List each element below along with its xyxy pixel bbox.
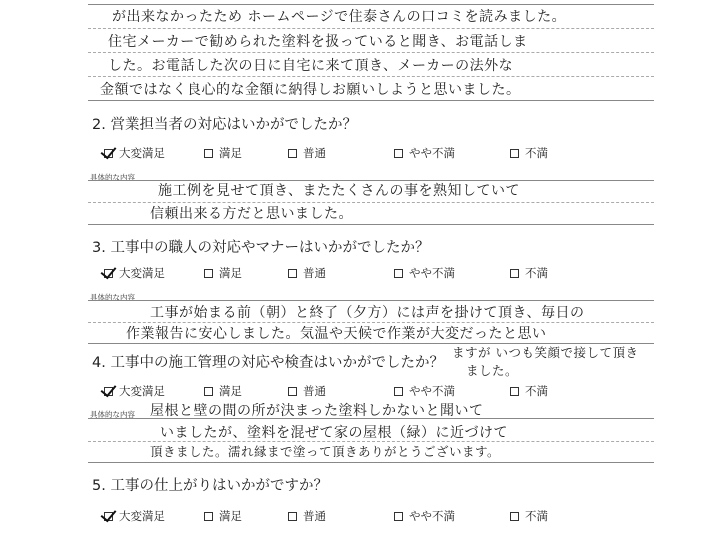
detail-label: 具体的な内容 [90,410,135,419]
question-2-title: 2. 営業担当者の対応はいかがでしたか？ [92,117,357,133]
option-slightly-dissatisfied[interactable]: やや不満 [394,508,455,524]
answer-rule [88,4,654,5]
checkbox[interactable] [288,387,297,396]
checkbox[interactable] [394,269,403,278]
checkbox-checked[interactable] [104,149,113,158]
option-slightly-dissatisfied[interactable]: やや不満 [394,145,455,161]
checkbox[interactable] [204,149,213,158]
answer-rule [88,300,654,301]
q2-answer-line-2: 信頼出来る方だと思いました。 [150,206,353,222]
q3-answer-line-1: 工事が始まる前（朝）と終了（夕方）には声を掛けて頂き、毎日の [150,305,585,321]
question-3-title: 3. 工事中の職人の対応やマナーはいかがでしたか？ [92,240,430,256]
question-5-options [104,508,664,526]
option-dissatisfied[interactable]: 不満 [510,145,548,161]
checkbox[interactable] [394,387,403,396]
q3-answer-line-3: ますが いつも笑顔で接して頂き [452,345,639,360]
detail-label: 具体的な内容 [90,173,135,182]
q3-answer-line-2: 作業報告に安心しました。気温や天候で作業が大変だったと思い [126,326,547,342]
checkbox[interactable] [288,269,297,278]
option-very-satisfied[interactable]: 大変満足 [104,145,165,161]
checkbox-checked[interactable] [104,512,113,521]
option-dissatisfied[interactable]: 不満 [510,508,548,524]
top-answer-line-1: が出来なかったため ホームページで住泰さんの口コミを読みました。 [112,9,567,25]
checkbox[interactable] [288,149,297,158]
q4-answer-line-1: 屋根と壁の間の所が決まった塗料しかないと聞いて [150,403,484,419]
checkbox[interactable] [510,269,519,278]
option-very-satisfied[interactable]: 大変満足 [104,508,165,524]
top-answer-line-2: 住宅メーカーで勧められた塗料を扱っていると聞き、お電話しま [108,34,528,50]
question-3-options [104,265,664,283]
checkbox-checked[interactable] [104,387,113,396]
option-very-satisfied[interactable]: 大変満足 [104,383,165,399]
checkbox[interactable] [204,387,213,396]
answer-rule [88,224,654,225]
q2-answer-line-1: 施工例を見せて頂き、またたくさんの事を熟知していて [158,183,520,199]
question-4-options [104,383,664,401]
option-slightly-dissatisfied[interactable]: やや不満 [394,383,455,399]
q4-answer-line-2: いましたが、塗料を混ぜて家の屋根（緑）に近づけて [160,425,508,441]
checkbox[interactable] [510,387,519,396]
option-normal[interactable]: 普通 [288,145,326,161]
option-dissatisfied[interactable]: 不満 [510,383,548,399]
checkbox[interactable] [204,269,213,278]
question-4-title: 4. 工事中の施工管理の対応や検査はいかがでしたか？ [92,355,444,371]
checkbox[interactable] [394,512,403,521]
answer-rule [88,28,654,29]
option-normal[interactable]: 普通 [288,383,326,399]
option-normal[interactable]: 普通 [288,508,326,524]
checkbox[interactable] [510,512,519,521]
question-5-title: 5. 工事の仕上がりはいかがですか？ [92,478,328,494]
option-satisfied[interactable]: 満足 [204,508,242,524]
detail-label: 具体的な内容 [90,293,135,302]
option-very-satisfied[interactable]: 大変満足 [104,265,165,281]
answer-rule [88,76,654,77]
checkbox-checked[interactable] [104,269,113,278]
answer-rule [88,52,654,53]
q4-answer-line-3: 頂きました。濡れ縁まで塗って頂きありがとうございます。 [150,444,501,459]
q3-answer-line-4: ました。 [466,363,519,378]
option-normal[interactable]: 普通 [288,265,326,281]
answer-rule [88,462,654,463]
checkbox[interactable] [204,512,213,521]
option-satisfied[interactable]: 満足 [204,383,242,399]
answer-rule [88,100,654,101]
checkbox[interactable] [394,149,403,158]
checkbox[interactable] [288,512,297,521]
option-satisfied[interactable]: 満足 [204,265,242,281]
question-2-options [104,145,664,163]
option-dissatisfied[interactable]: 不満 [510,265,548,281]
top-answer-line-4: 金額ではなく良心的な金額に納得しお願いしようと思いました。 [100,82,521,98]
option-satisfied[interactable]: 満足 [204,145,242,161]
checkbox[interactable] [510,149,519,158]
top-answer-line-3: した。お電話した次の日に自宅に来て頂き、メーカーの法外な [108,58,514,74]
option-slightly-dissatisfied[interactable]: やや不満 [394,265,455,281]
